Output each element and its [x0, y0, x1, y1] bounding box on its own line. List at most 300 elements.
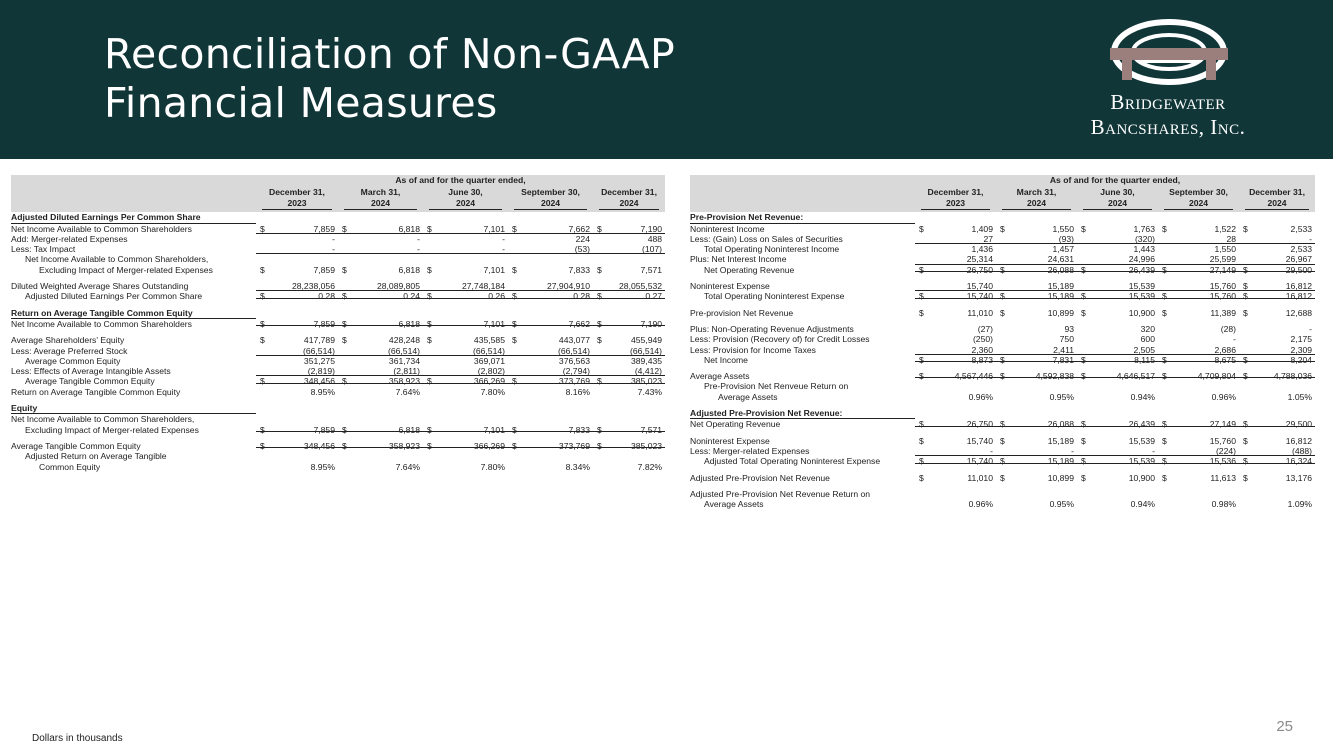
- value-cell: 8.34%: [565, 461, 590, 472]
- currency-cell: [508, 387, 522, 397]
- value-cell: 10,900: [1128, 307, 1155, 318]
- currency-cell: [338, 254, 352, 264]
- quarter-month: December 31,: [1249, 187, 1305, 198]
- row-label: Average Assets: [704, 499, 764, 510]
- quarter-month: June 30,: [1100, 187, 1135, 198]
- currency-cell: [1239, 499, 1253, 509]
- currency-cell: $: [996, 456, 1010, 466]
- value-cell: 28,089,805: [352, 281, 423, 291]
- value-cell: 7,190: [607, 318, 665, 329]
- table-row: [11, 318, 665, 329]
- value-cell: (66,514): [270, 346, 338, 356]
- currency-cell: $: [423, 223, 437, 234]
- table-row: [11, 234, 665, 244]
- value-cell: [437, 403, 508, 414]
- currency-cell: [996, 324, 1010, 334]
- value-cell: (2,819): [270, 366, 338, 376]
- currency-cell: $: [338, 376, 352, 386]
- value-cell: 2,309: [1253, 345, 1315, 355]
- currency-cell: $: [1239, 281, 1253, 291]
- value-cell: 7.64%: [395, 386, 420, 397]
- currency-cell: $: [915, 419, 929, 430]
- value-cell: [437, 308, 508, 319]
- currency-cell: $: [338, 318, 352, 329]
- value-cell: 1,443: [1133, 244, 1155, 255]
- currency-cell: [996, 446, 1010, 456]
- value-cell: 385,023: [607, 376, 665, 386]
- currency-cell: $: [915, 355, 929, 365]
- table-row: [11, 291, 665, 301]
- quarter-year: 2024: [619, 198, 639, 209]
- currency-cell: [423, 387, 437, 397]
- currency-cell: $: [919, 435, 924, 446]
- value-cell: 29,500: [1253, 419, 1315, 430]
- value-cell: 428,248: [388, 335, 420, 346]
- value-cell: 2,175: [1290, 334, 1313, 345]
- quarter-year: 2024: [1188, 198, 1209, 209]
- value-cell: [1253, 212, 1315, 223]
- value-cell: 7,833: [522, 425, 593, 435]
- table-row: [690, 371, 1315, 381]
- quarter-year: 2023: [945, 198, 966, 209]
- value-cell: -: [417, 233, 420, 244]
- currency-cell: [1077, 446, 1091, 456]
- section-title: Pre-Provision Net Revenue:: [690, 212, 915, 223]
- currency-cell: $: [1243, 435, 1248, 446]
- row-label: Less: Provision (Recovery of) for Credit Losses: [690, 334, 870, 345]
- currency-cell: [996, 334, 1010, 344]
- currency-cell: [338, 462, 352, 472]
- row-label: Less: Merger-related Expenses: [690, 445, 810, 456]
- currency-cell: [1239, 324, 1253, 334]
- currency-cell: $: [1000, 435, 1005, 446]
- value-cell: 358,923: [352, 441, 423, 451]
- value-cell: 4,567,446: [929, 371, 996, 381]
- row-label: Less: (Gain) Loss on Sales of Securities: [690, 233, 843, 244]
- value-cell: 27: [929, 234, 996, 244]
- currency-cell: [996, 381, 1010, 391]
- value-cell: 11,010: [967, 472, 993, 483]
- value-cell: [352, 451, 423, 461]
- currency-cell: [593, 387, 607, 397]
- value-cell: 93: [1064, 323, 1074, 334]
- value-cell: 7,859: [270, 425, 338, 435]
- currency-cell: [1158, 281, 1172, 291]
- currency-cell: $: [508, 425, 522, 435]
- pre-provision-net-revenue-table: [690, 175, 1315, 509]
- currency-cell: [1158, 244, 1172, 254]
- value-cell: 224: [575, 233, 590, 244]
- currency-cell: [915, 381, 929, 391]
- currency-cell: [593, 234, 607, 244]
- quarter-year: 2024: [455, 198, 476, 209]
- currency-cell: [256, 281, 270, 291]
- value-cell: -: [1010, 446, 1077, 456]
- value-cell: 6,818: [352, 223, 423, 234]
- value-cell: 373,769: [522, 376, 593, 386]
- currency-cell: $: [1158, 265, 1172, 275]
- value-cell: 0.96%: [968, 391, 993, 402]
- currency-cell: [423, 414, 437, 425]
- currency-cell: [915, 408, 929, 419]
- currency-cell: [1158, 334, 1172, 344]
- row-label: Excluding Impact of Merger-related Expenses: [25, 424, 199, 435]
- value-cell: 16,812: [1285, 435, 1313, 446]
- row-label: Plus: Net Interest Income: [690, 254, 787, 265]
- value-cell: 1,457: [1052, 244, 1074, 255]
- row-label: Net Operating Revenue: [704, 264, 795, 275]
- value-cell: -: [352, 244, 423, 254]
- currency-cell: [423, 254, 437, 264]
- currency-cell: [1158, 381, 1172, 391]
- row-label: Average Tangible Common Equity: [25, 376, 155, 387]
- currency-cell: $: [1081, 435, 1086, 446]
- table-row: [690, 254, 1315, 264]
- value-cell: [522, 414, 593, 425]
- value-cell: 15,539: [1091, 281, 1158, 291]
- currency-cell: [1239, 212, 1253, 223]
- value-cell: 0.98%: [1211, 499, 1236, 510]
- value-cell: 8,675: [1172, 355, 1239, 365]
- title-line-1: Reconciliation of Non-GAAP: [104, 30, 676, 78]
- table-row: [11, 356, 665, 366]
- currency-cell: $: [1158, 371, 1172, 381]
- currency-cell: $: [593, 223, 607, 234]
- quarter-header-text: [921, 187, 990, 210]
- value-cell: [607, 451, 665, 461]
- value-cell: 15,539: [1128, 435, 1155, 446]
- row-label: Plus: Non-Operating Revenue Adjustments: [690, 323, 854, 334]
- table-row: [690, 473, 1315, 483]
- table-row: [11, 414, 665, 425]
- currency-cell: [1077, 234, 1091, 244]
- value-cell: (66,514): [522, 346, 593, 356]
- value-cell: [437, 254, 508, 264]
- value-cell: 0.94%: [1130, 391, 1155, 402]
- value-cell: 361,734: [388, 355, 420, 366]
- value-cell: [1172, 212, 1239, 223]
- currency-cell: [508, 462, 522, 472]
- header-blank-cell: [11, 185, 256, 212]
- section-header-row: [11, 403, 665, 414]
- header-blank-cell: [11, 175, 256, 185]
- currency-cell: [1158, 212, 1172, 223]
- currency-cell: $: [915, 456, 929, 466]
- value-cell: (66,514): [437, 346, 508, 356]
- currency-cell: [1158, 254, 1172, 264]
- table-row: [690, 381, 1315, 391]
- value-cell: 0.24: [352, 291, 423, 301]
- currency-cell: [338, 234, 352, 244]
- value-cell: 15,536: [1172, 456, 1239, 466]
- currency-cell: $: [427, 264, 432, 275]
- value-cell: 27,748,184: [437, 281, 508, 291]
- table-row: [11, 281, 665, 291]
- row-label: Average Common Equity: [25, 355, 121, 366]
- quarter-group-label: As of and for the quarter ended,: [256, 175, 665, 185]
- currency-cell: $: [1000, 223, 1005, 234]
- currency-cell: $: [919, 223, 924, 234]
- currency-cell: [256, 234, 270, 244]
- currency-cell: [1239, 392, 1253, 402]
- currency-cell: [1077, 281, 1091, 291]
- currency-cell: $: [597, 335, 602, 346]
- value-cell: (320): [1091, 234, 1158, 244]
- table-row: [690, 446, 1315, 456]
- value-cell: [1091, 212, 1158, 223]
- currency-cell: $: [256, 441, 270, 451]
- quarter-header-text: [514, 187, 587, 210]
- row-label: Pre-Provision Net Renveue Return on: [704, 381, 849, 392]
- currency-cell: $: [1077, 371, 1091, 381]
- quarter-year: 2024: [1267, 198, 1287, 209]
- row-label: Add: Merger-related Expenses: [11, 233, 128, 244]
- value-cell: 13,176: [1285, 472, 1313, 483]
- value-cell: [522, 212, 593, 223]
- currency-cell: [915, 244, 929, 254]
- section-title: Adjusted Diluted Earnings Per Common Share: [11, 212, 256, 223]
- table-row: [690, 281, 1315, 291]
- currency-cell: [1158, 324, 1172, 334]
- value-cell: 435,585: [473, 335, 505, 346]
- value-cell: 1.09%: [1287, 499, 1313, 510]
- currency-cell: [1239, 234, 1253, 244]
- currency-cell: [256, 356, 270, 366]
- table-row: [690, 419, 1315, 430]
- currency-cell: $: [338, 223, 352, 234]
- value-cell: [1091, 381, 1158, 391]
- currency-cell: [593, 451, 607, 461]
- table-row: [690, 436, 1315, 446]
- table-row: [11, 366, 665, 376]
- currency-cell: [1158, 408, 1172, 419]
- currency-cell: [1158, 446, 1172, 456]
- currency-cell: [338, 212, 352, 223]
- table-row: [11, 425, 665, 435]
- value-cell: 15,740: [966, 435, 993, 446]
- value-cell: (53): [522, 244, 593, 254]
- value-cell: [522, 403, 593, 414]
- table-row: [11, 335, 665, 345]
- currency-cell: [996, 489, 1010, 499]
- value-cell: [607, 254, 665, 264]
- currency-cell: [1077, 244, 1091, 254]
- value-cell: 1,409: [971, 223, 993, 234]
- value-cell: 443,077: [558, 335, 590, 346]
- company-logo: [1068, 18, 1268, 143]
- currency-cell: [256, 366, 270, 376]
- row-label: Adjusted Total Operating Noninterest Expense: [704, 456, 881, 467]
- currency-cell: $: [996, 265, 1010, 275]
- value-cell: [270, 414, 338, 425]
- quarter-month: March 31,: [1016, 187, 1057, 198]
- currency-cell: [996, 281, 1010, 291]
- table-row: [11, 223, 665, 234]
- value-cell: 0.96%: [1211, 391, 1236, 402]
- currency-cell: [256, 387, 270, 397]
- value-cell: 4,788,036: [1253, 371, 1315, 381]
- value-cell: 26,750: [929, 265, 996, 275]
- currency-cell: $: [996, 291, 1010, 301]
- value-cell: 0.26: [437, 291, 508, 301]
- value-cell: (66,514): [607, 346, 665, 356]
- value-cell: 15,189: [1047, 435, 1074, 446]
- currency-cell: $: [1000, 472, 1005, 483]
- value-cell: 16,812: [1253, 291, 1315, 301]
- value-cell: 16,812: [1253, 281, 1315, 291]
- currency-cell: $: [1000, 307, 1005, 318]
- value-cell: [1253, 408, 1315, 419]
- currency-cell: [256, 308, 270, 319]
- quarter-month: December 31,: [601, 187, 657, 198]
- table-row: [11, 346, 665, 356]
- currency-cell: [915, 446, 929, 456]
- value-cell: 2,533: [1290, 244, 1313, 255]
- value-cell: -: [332, 233, 335, 244]
- quarter-header-row: [690, 185, 1315, 212]
- value-cell: 1,522: [1214, 223, 1236, 234]
- value-cell: 28: [1172, 234, 1239, 244]
- quarter-header-3: [423, 185, 508, 212]
- row-label: Noninterest Expense: [690, 435, 770, 446]
- currency-cell: $: [508, 223, 522, 234]
- value-cell: [929, 212, 996, 223]
- value-cell: 600: [1140, 334, 1155, 345]
- company-name: [1068, 90, 1268, 140]
- currency-cell: [1239, 446, 1253, 456]
- table-row: [11, 387, 665, 397]
- currency-cell: [1239, 244, 1253, 254]
- currency-cell: $: [597, 264, 602, 275]
- currency-cell: $: [1243, 472, 1248, 483]
- value-cell: 15,539: [1091, 291, 1158, 301]
- currency-cell: [1077, 334, 1091, 344]
- value-cell: 25,599: [1172, 254, 1239, 264]
- value-cell: 26,088: [1010, 419, 1077, 430]
- row-label: Adjusted Pre-Provision Net Revenue Return on: [690, 488, 871, 499]
- value-cell: 25,314: [929, 254, 996, 264]
- value-cell: [270, 403, 338, 414]
- row-label: Net Income: [704, 354, 748, 365]
- value-cell: 15,760: [1172, 281, 1239, 291]
- currency-cell: $: [1239, 355, 1253, 365]
- currency-cell: [1077, 324, 1091, 334]
- row-label: Average Shareholders' Equity: [11, 335, 125, 346]
- quarter-header-2: [996, 185, 1077, 212]
- quarter-header-text: [1083, 187, 1152, 210]
- currency-cell: [423, 308, 437, 319]
- value-cell: [522, 451, 593, 461]
- currency-cell: [508, 234, 522, 244]
- value-cell: [352, 403, 423, 414]
- table-row: [11, 462, 665, 472]
- value-cell: 15,760: [1172, 291, 1239, 301]
- value-cell: 7,101: [437, 425, 508, 435]
- value-cell: 1.05%: [1287, 391, 1313, 402]
- currency-cell: $: [508, 291, 522, 301]
- currency-cell: $: [342, 264, 347, 275]
- value-cell: [1253, 381, 1315, 391]
- currency-cell: [508, 366, 522, 376]
- table-row: [11, 265, 665, 275]
- value-cell: 4,709,804: [1172, 371, 1239, 381]
- currency-cell: [423, 462, 437, 472]
- currency-cell: $: [1158, 456, 1172, 466]
- currency-cell: $: [423, 291, 437, 301]
- quarter-year: 2024: [540, 198, 561, 209]
- currency-cell: $: [1081, 223, 1086, 234]
- currency-cell: $: [593, 376, 607, 386]
- currency-cell: [256, 451, 270, 461]
- value-cell: 4,592,838: [1010, 371, 1077, 381]
- table-row: [690, 265, 1315, 275]
- value-cell: 15,760: [1209, 435, 1236, 446]
- row-label: Common Equity: [39, 461, 101, 472]
- currency-cell: [1077, 392, 1091, 402]
- quarter-month: September 30,: [521, 187, 580, 198]
- value-cell: (27): [977, 323, 993, 334]
- value-cell: -: [929, 446, 996, 456]
- quarter-year: 2024: [1026, 198, 1047, 209]
- currency-cell: [256, 244, 270, 254]
- value-cell: 2,505: [1091, 345, 1158, 355]
- value-cell: 7,571: [640, 264, 663, 275]
- value-cell: 0.95%: [1049, 499, 1074, 510]
- currency-cell: $: [1243, 307, 1248, 318]
- row-label: Average Tangible Common Equity: [11, 440, 141, 451]
- value-cell: 6,818: [398, 264, 420, 275]
- value-cell: 0.94%: [1130, 499, 1155, 510]
- currency-cell: [1239, 334, 1253, 344]
- value-cell: 455,949: [630, 335, 663, 346]
- currency-cell: $: [915, 265, 929, 275]
- value-cell: 369,071: [473, 355, 505, 366]
- value-cell: 0.27: [607, 291, 665, 301]
- value-cell: 0.28: [522, 291, 593, 301]
- value-cell: 1,550: [1214, 244, 1236, 255]
- table-row: [690, 392, 1315, 402]
- section-header-row: [690, 212, 1315, 223]
- row-label: Average Assets: [690, 371, 750, 382]
- quarter-year: 2024: [1107, 198, 1128, 209]
- value-cell: [1253, 489, 1315, 499]
- table-row: [690, 234, 1315, 244]
- value-cell: -: [1253, 234, 1315, 244]
- value-cell: 0.28: [270, 291, 338, 301]
- quarter-month: September 30,: [1169, 187, 1228, 198]
- quarter-header-text: [344, 187, 417, 210]
- value-cell: 385,023: [607, 441, 665, 451]
- value-cell: 7.43%: [637, 386, 663, 397]
- value-cell: (93): [1010, 234, 1077, 244]
- row-label: Noninterest Income: [690, 223, 765, 234]
- currency-cell: [1077, 381, 1091, 391]
- currency-cell: [508, 346, 522, 356]
- value-cell: 12,688: [1285, 307, 1313, 318]
- section-header-row: [690, 408, 1315, 419]
- currency-cell: [423, 234, 437, 244]
- page-number: 25: [1276, 718, 1293, 735]
- currency-cell: $: [423, 425, 437, 435]
- value-cell: (2,811): [352, 366, 423, 376]
- value-cell: 7,101: [483, 264, 505, 275]
- value-cell: [270, 254, 338, 264]
- value-cell: 358,923: [352, 376, 423, 386]
- currency-cell: [915, 234, 929, 244]
- section-title: Equity: [11, 403, 256, 414]
- currency-cell: [996, 408, 1010, 419]
- currency-cell: $: [256, 291, 270, 301]
